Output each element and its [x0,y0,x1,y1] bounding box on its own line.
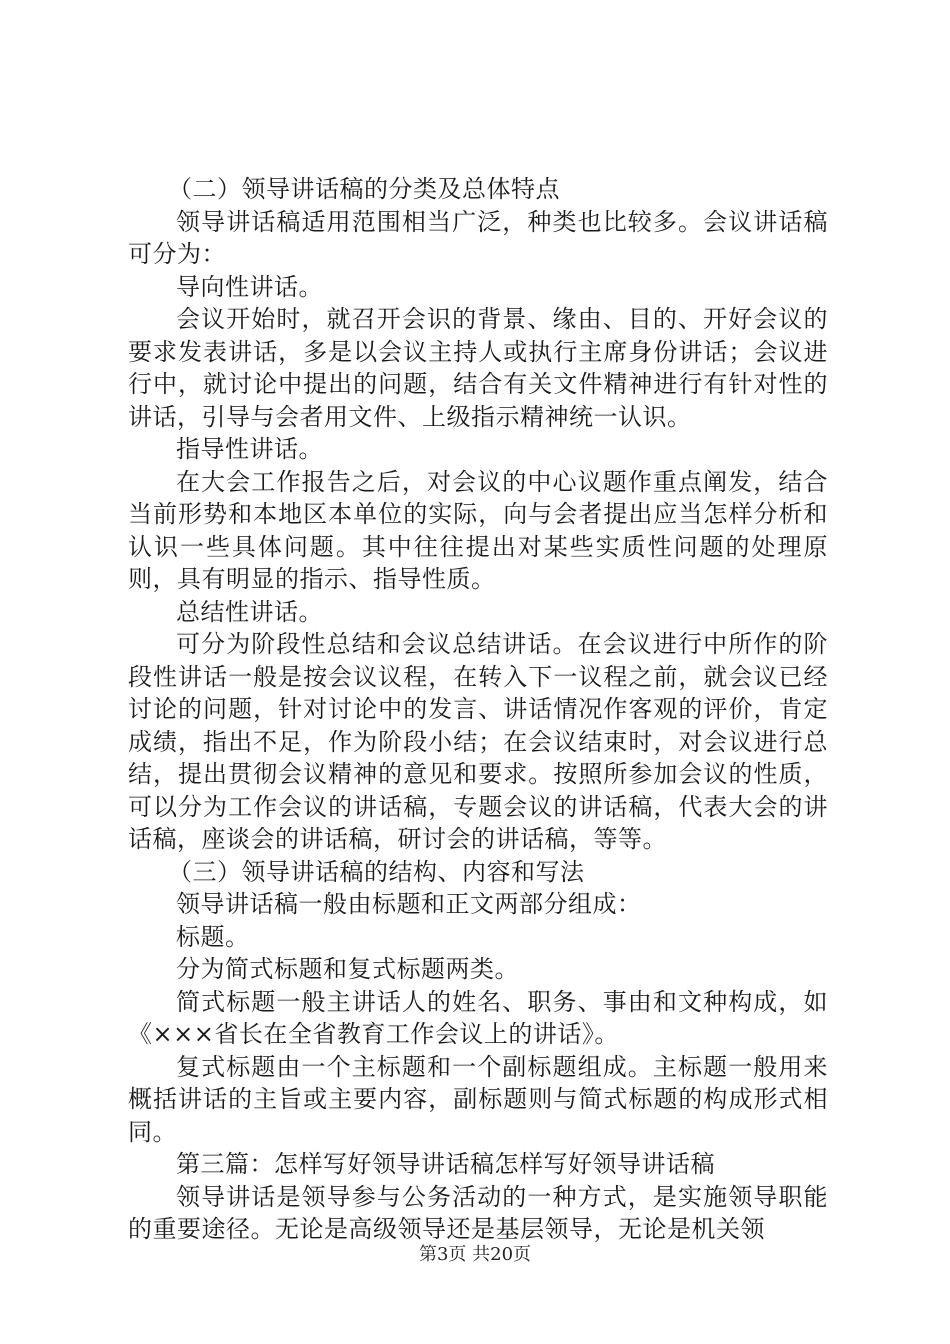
section-heading-3: （三）领导讲话稿的结构、内容和写法 [168,857,585,886]
paragraph: 导向性讲话。 [176,272,323,301]
paragraph: 总结性讲话。 [176,597,323,626]
paragraph: 领导讲话稿适用范围相当广泛，种类也比较多。会议讲话稿可分为： [128,207,828,268]
paragraph: 简式标题一般主讲话人的姓名、职务、事由和文种构成，如《×××省长在全省教育工作会议上的讲话》。 [128,987,828,1048]
paragraph: 领导讲话稿一般由标题和正文两部分组成： [176,890,642,918]
paragraph: 可分为阶段性总结和会议总结讲话。在会议进行中所作的阶段性讲话一般是按会议议程，在转入下一议程之前，就会议已经讨论的问题，针对讨论中的发言、讲话情况作客观的评价，肯定成绩，指出不足，作为阶段小结；在会议结束时，对会议进行总结，提出贯彻会议精神的意见和要求。按照所参加会议的性质，可以分为工作会议的讲话稿，专题会议的讲话稿，代表大会的讲话稿，座谈会的讲话稿，研讨会的讲话稿，等等。 [128,630,828,853]
document-body [128,173,828,1246]
chapter-title: 第三篇：怎样写好领导讲话稿怎样写好领导讲话稿 [176,1150,715,1178]
paragraph: 在大会工作报告之后，对会议的中心议题作重点阐发，结合当前形势和本地区本单位的实际，向与会者提出应当怎样分析和认识一些具体问题。其中往往提出对某些实质性问题的处理原则，具有明显的指示、指导性质。 [128,467,828,593]
paragraph: 会议开始时，就召开会识的背景、缘由、目的、开好会议的要求发表讲话，多是以会议主持人或执行主席身份讲话；会议进行中，就讨论中提出的问题，结合有关文件精神进行有针对性的讲话，引导与会者用文件、上级指示精神统一认识。 [128,305,828,431]
paragraph: 指导性讲话。 [176,435,323,463]
page-number-footer: 第3页 共20页 [418,1244,532,1265]
paragraph: 分为简式标题和复式标题两类。 [176,955,519,983]
paragraph: 领导讲话是领导参与公务活动的一种方式，是实施领导职能的重要途径。无论是高级领导还是基层领导，无论是机关领 [128,1182,828,1243]
section-heading-2: （二）领导讲话稿的分类及总体特点 [168,175,560,203]
paragraph: 复式标题由一个主标题和一个副标题组成。主标题一般用来概括讲话的主旨或主要内容，副标题则与简式标题的构成形式相同。 [128,1052,828,1146]
paragraph: 标题。 [176,922,250,951]
